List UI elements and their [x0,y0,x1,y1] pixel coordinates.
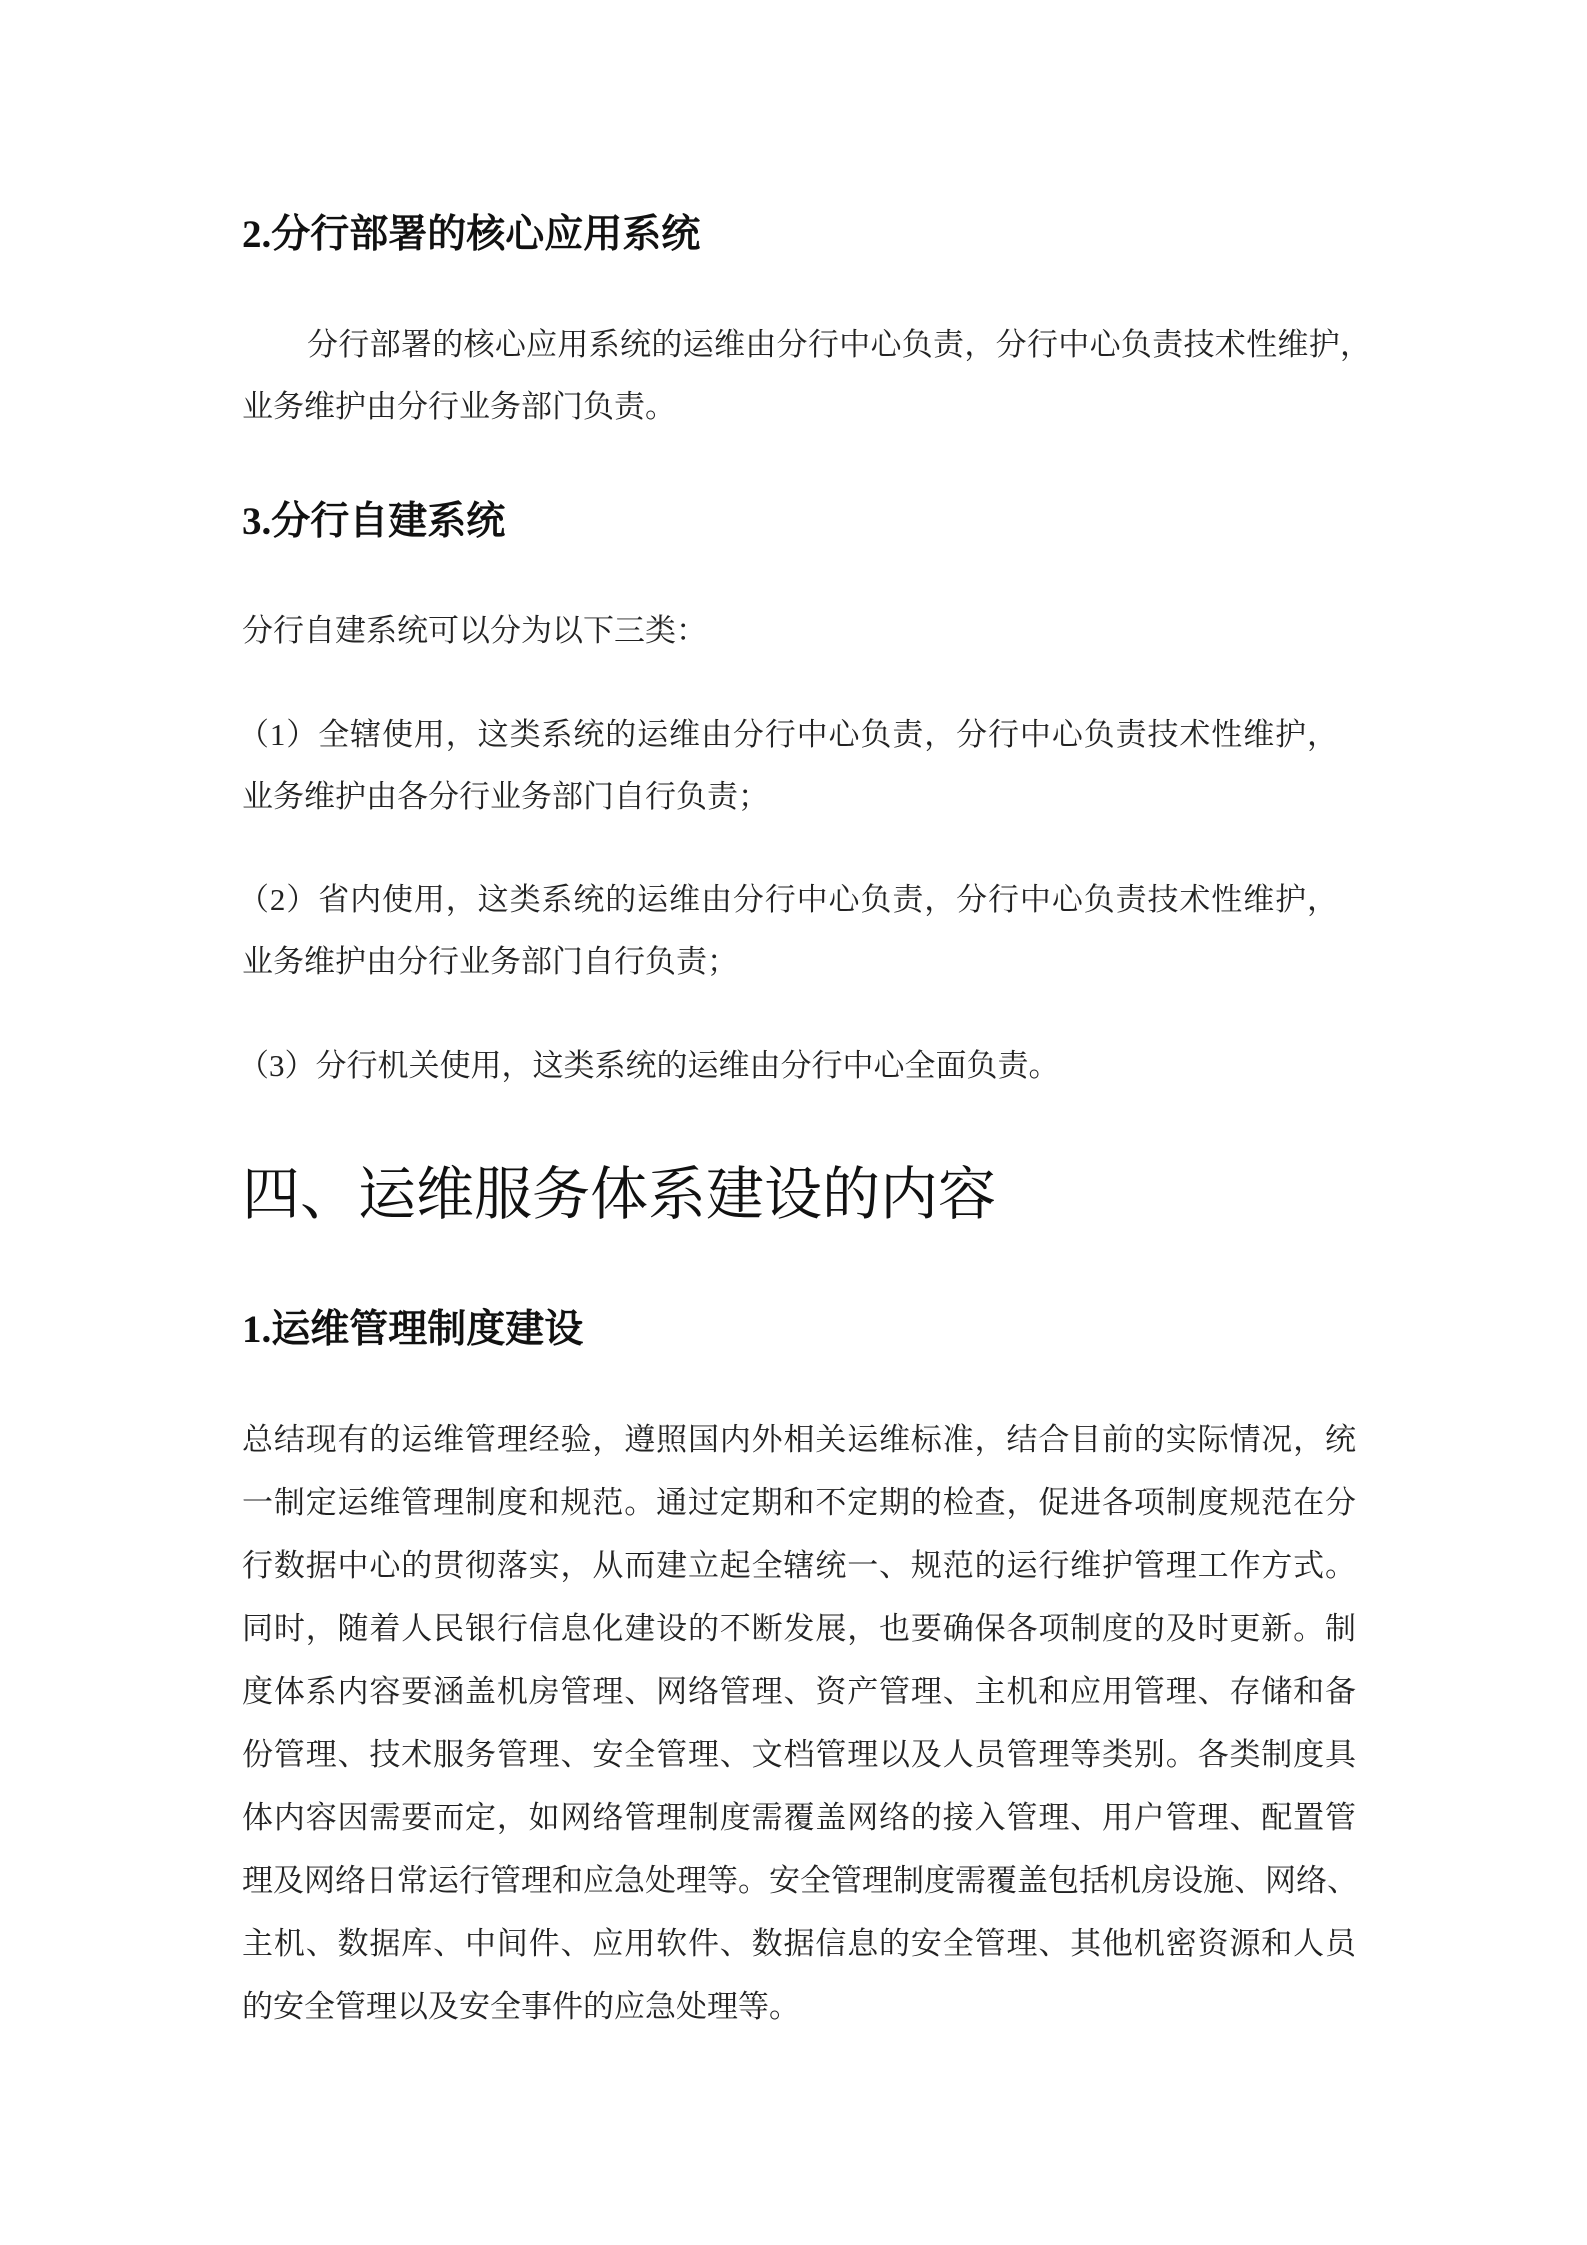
paragraph-line: 行数据中心的贯彻落实，从而建立起全辖统一、规范的运行维护管理工作方式。 [242,1548,1356,1583]
paragraph-line: 度体系内容要涵盖机房管理、网络管理、资产管理、主机和应用管理、存储和备 [242,1674,1356,1709]
paragraph-line: 的安全管理以及安全事件的应急处理等。 [242,1989,800,2024]
list-item-line: （2）省内使用，这类系统的运维由分行中心负责，分行中心负责技术性维护， [238,882,1338,917]
section-heading: 1.运维管理制度建设 [242,1308,584,1351]
paragraph-line: 业务维护由分行业务部门负责。 [242,389,676,424]
paragraph-line: 主机、数据库、中间件、应用软件、数据信息的安全管理、其他机密资源和人员 [242,1926,1356,1961]
section-heading: 3.分行自建系统 [242,500,506,543]
chapter-heading: 四、运维服务体系建设的内容 [242,1162,997,1227]
paragraph-line: 体内容因需要而定，如网络管理制度需覆盖网络的接入管理、用户管理、配置管 [242,1800,1356,1835]
paragraph-line: 分行部署的核心应用系统的运维由分行中心负责，分行中心负责技术性维护， [307,327,1371,362]
list-item-line: （1）全辖使用，这类系统的运维由分行中心负责，分行中心负责技术性维护， [238,717,1338,752]
list-item-line: 业务维护由各分行业务部门自行负责； [242,779,769,814]
paragraph-line: 同时，随着人民银行信息化建设的不断发展，也要确保各项制度的及时更新。制 [242,1611,1356,1646]
section-heading: 2.分行部署的核心应用系统 [242,213,701,256]
list-item-line: 业务维护由分行业务部门自行负责； [242,944,738,979]
paragraph-line: 分行自建系统可以分为以下三类： [242,613,707,648]
paragraph-line: 份管理、技术服务管理、安全管理、文档管理以及人员管理等类别。各类制度具 [242,1737,1356,1772]
paragraph-line: 一制定运维管理制度和规范。通过定期和不定期的检查，促进各项制度规范在分 [242,1485,1356,1520]
list-item-line: （3）分行机关使用，这类系统的运维由分行中心全面负责。 [238,1048,1060,1083]
paragraph-line: 总结现有的运维管理经验，遵照国内外相关运维标准，结合目前的实际情况，统 [242,1422,1356,1457]
paragraph-line: 理及网络日常运行管理和应急处理等。安全管理制度需覆盖包括机房设施、网络、 [242,1863,1358,1898]
